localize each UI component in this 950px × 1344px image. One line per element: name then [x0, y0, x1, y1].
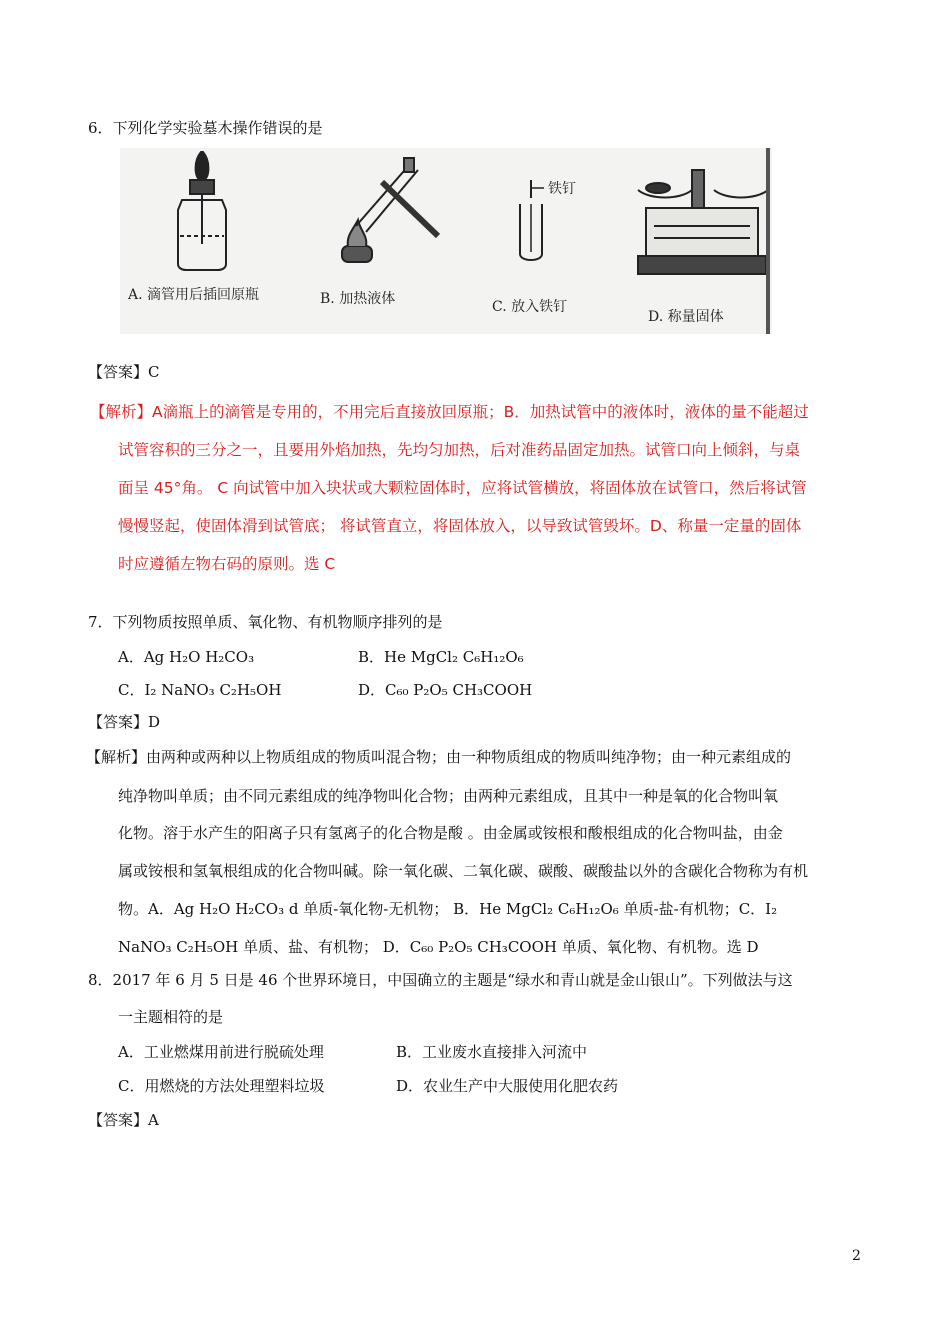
- q6-figure: [120, 148, 772, 334]
- q8-option-d: D．农业生产中大服使用化肥农药: [396, 1077, 619, 1095]
- q8-option-c: C．用燃烧的方法处理塑料垃圾: [118, 1077, 325, 1095]
- q7-analysis-line: NaNO₃ C₂H₅OH 单质、盐、有机物； D．C₆₀ P₂O₅ CH₃COOH 单质、氧化物、有机物。选 D: [118, 938, 759, 956]
- q8-stem-continued: 一主题相符的是: [118, 1008, 224, 1026]
- q6-answer: 【答案】C: [88, 363, 160, 381]
- test-tube-nail-icon: [520, 180, 544, 260]
- caption-d: D. 称量固体: [648, 309, 724, 325]
- q7-option-c: C．I₂ NaNO₃ C₂H₅OH: [118, 681, 282, 699]
- q6-analysis-line: 面呈 45°角。 C 向试管中加入块状或大颗粒固体时，应将试管横放，将固体放在试管口，然后将试管: [118, 479, 807, 497]
- q6-analysis-line: 慢慢竖起，使固体滑到试管底； 将试管直立，将固体放入，以导致试管毁坏。D、称量一定量的固体: [118, 517, 802, 535]
- q6-analysis-line: 【解析】A滴瓶上的滴管是专用的，不用完后直接放回原瓶；B．加热试管中的液体时，液体的量不能超过: [90, 403, 809, 421]
- q8-stem: 8．2017 年 6 月 5 日是 46 个世界环境日，中国确立的主题是“绿水和青山就是金山银山”。下列做法与这: [88, 971, 793, 989]
- nail-label: 铁钉: [548, 181, 576, 197]
- q6-stem: 6．下列化学实验墓木操作错误的是: [88, 119, 323, 137]
- q8-answer: 【答案】A: [88, 1111, 159, 1129]
- q7-stem: 7．下列物质按照单质、氧化物、有机物顺序排列的是: [88, 613, 443, 631]
- q7-analysis-line: 物。A．Ag H₂O H₂CO₃ d 单质-氧化物-无机物； B．He MgCl₂ C₆H₁₂O₆ 单质-盐-有机物；C．I₂: [118, 900, 778, 918]
- q8-option-b: B．工业废水直接排入河流中: [396, 1043, 588, 1061]
- heating-test-tube-icon: [342, 158, 438, 262]
- q6-analysis-line: 时应遵循左物右码的原则。选 C: [118, 555, 336, 573]
- q7-analysis-line: 纯净物叫单质；由不同元素组成的纯净物叫化合物；由两种元素组成，且其中一种是氧的化合物叫氧: [118, 787, 779, 805]
- q7-analysis-line: 化物。溶于水产生的阳离子只有氢离子的化合物是酸 。由金属或铵根和酸根组成的化合物叫盐，由金: [118, 824, 783, 842]
- balance-scale-icon: [638, 170, 768, 274]
- dropper-bottle-icon: [178, 152, 226, 270]
- caption-b: B. 加热液体: [320, 291, 396, 307]
- q8-option-a: A．工业燃煤用前进行脱硫处理: [118, 1043, 324, 1061]
- caption-c: C. 放入铁钉: [492, 299, 568, 315]
- q7-option-d: D．C₆₀ P₂O₅ CH₃COOH: [358, 681, 533, 699]
- q7-option-b: B．He MgCl₂ C₆H₁₂O₆: [358, 648, 524, 666]
- caption-a: A. 滴管用后插回原瓶: [128, 287, 260, 303]
- q7-option-a: A．Ag H₂O H₂CO₃: [118, 648, 255, 666]
- page-number: 2: [852, 1248, 861, 1264]
- q6-analysis-line: 试管容积的三分之一，且要用外焰加热，先均匀加热，后对准药品固定加热。试管口向上倾斜，与桌: [118, 441, 801, 459]
- q7-analysis-line: 【解析】由两种或两种以上物质组成的物质叫混合物；由一种物质组成的物质叫纯净物；由一种元素组成的: [86, 748, 792, 766]
- q7-answer: 【答案】D: [88, 713, 161, 731]
- q7-analysis-line: 属或铵根和氢氧根组成的化合物叫碱。除一氧化碳、二氧化碳、碳酸、碳酸盐以外的含碳化合物称为有机: [118, 862, 809, 880]
